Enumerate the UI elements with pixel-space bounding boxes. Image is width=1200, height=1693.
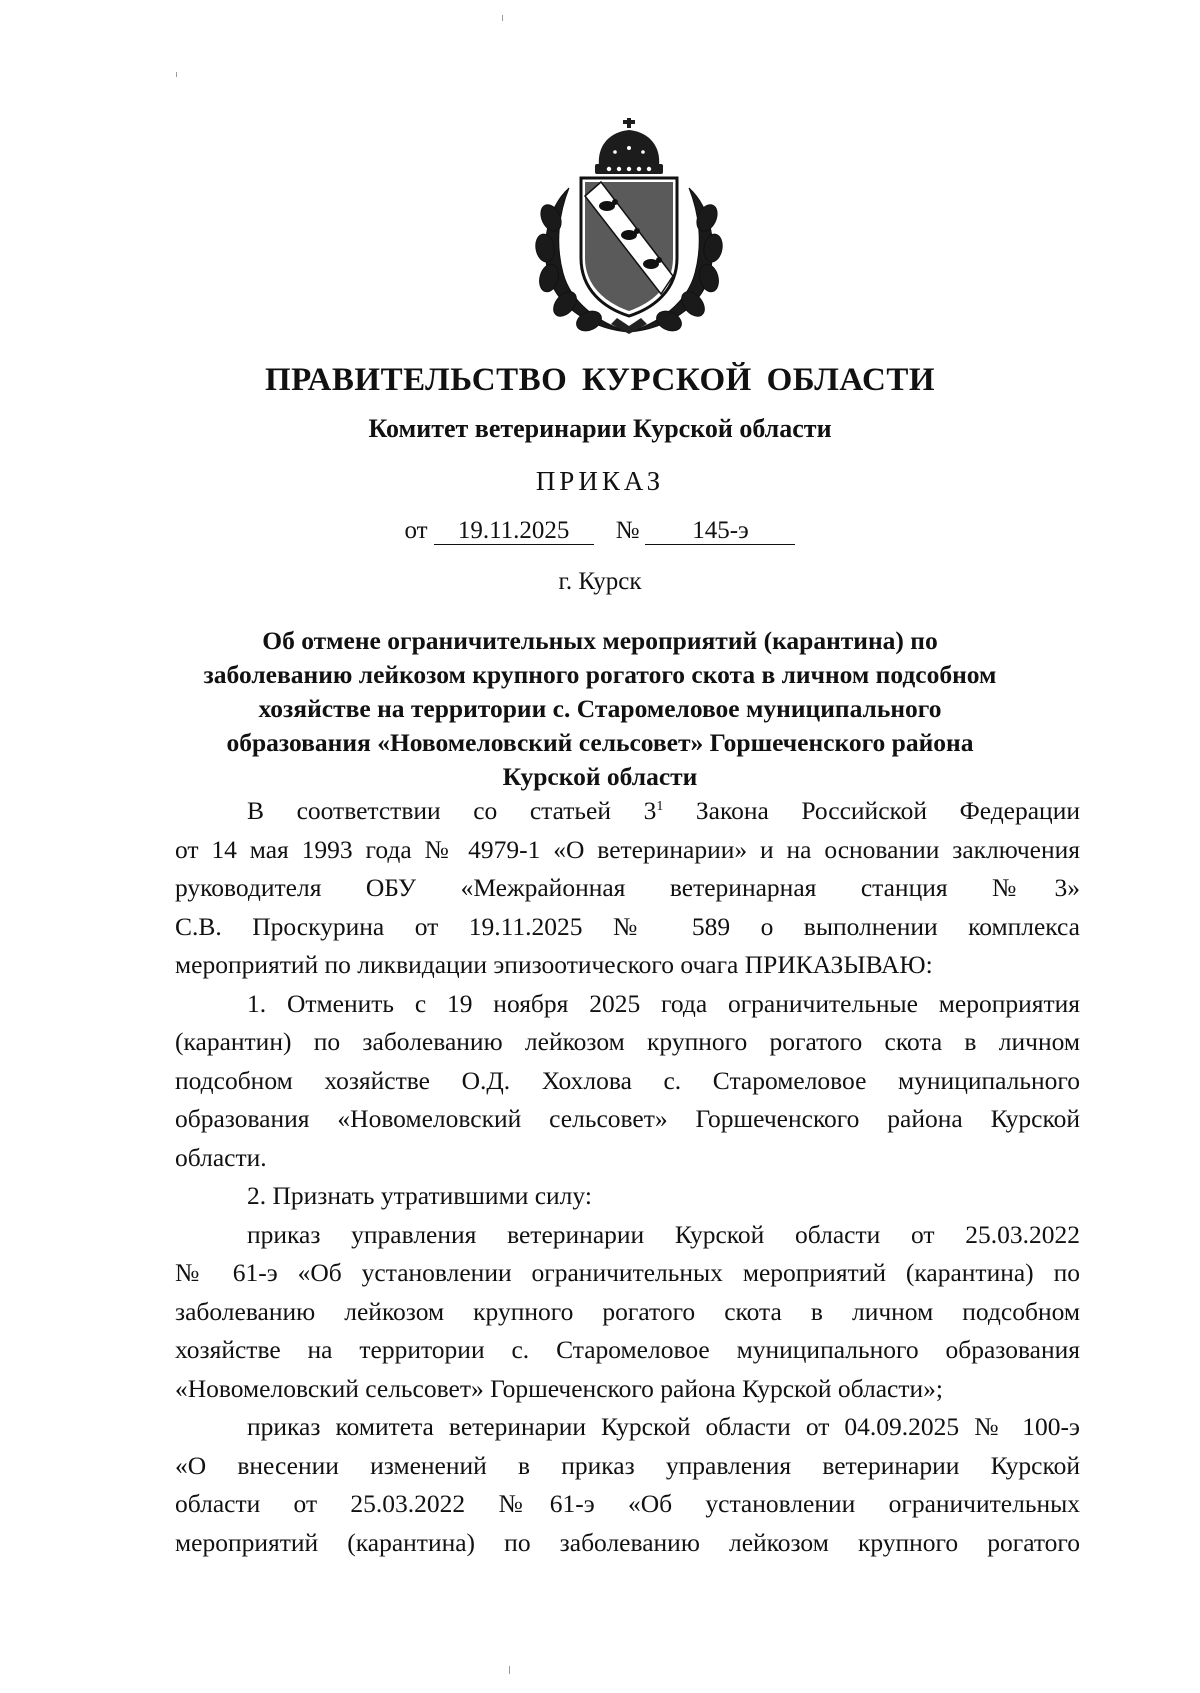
subject-line: Об отмене ограничительных мероприятий (карантина) по	[262, 626, 938, 655]
order-date: 19.11.2025	[434, 518, 594, 545]
body-line: руководителя ОБУ «Межрайонная ветеринарная станция №3»	[175, 873, 1080, 902]
body-line: приказ управления ветеринарии Курской области от 25.03.2022	[247, 1219, 1080, 1249]
committee-name: Комитет ветеринарии Курской области	[368, 414, 832, 443]
number-prefix: №	[615, 517, 640, 544]
body-line: области.	[175, 1142, 267, 1172]
subject-line: хозяйстве на территории с. Старомеловое муниципального	[258, 694, 942, 723]
order-subject	[150, 624, 1050, 794]
body-line: хозяйстве на территории с. Старомеловое муниципального образования	[175, 1335, 1080, 1364]
body-line: подсобном хозяйстве О.Д. Хохлова с. Старомеловое муниципального	[175, 1065, 1080, 1095]
body-line: приказ комитета ветеринарии Курской области от 04.09.2025 № 100-э	[247, 1412, 1080, 1441]
kursk-region-coat-of-arms-icon	[529, 118, 729, 336]
body-line: «О внесении изменений в приказ управления ветеринарии Курской	[175, 1450, 1080, 1480]
order-body	[175, 792, 1080, 1562]
scan-mark-bottom	[509, 1666, 510, 1674]
city: г. Курск	[558, 568, 642, 595]
government-title: ПРАВИТЕЛЬСТВО КУРСКОЙ ОБЛАСТИ	[264, 362, 936, 398]
scan-mark-left	[176, 72, 177, 77]
article-superscript: 1	[656, 799, 664, 814]
date-number-line	[0, 517, 1200, 545]
body-line: образования «Новомеловский сельсовет» Горшеченского района Курской	[175, 1104, 1080, 1133]
subject-line: заболеванию лейкозом крупного рогатого скота в личном подсобном	[203, 660, 997, 689]
date-prefix: от	[404, 517, 428, 544]
body-line: мероприятий (карантина) по заболеванию лейкозом крупного рогатого	[175, 1527, 1080, 1557]
order-number: 145-э	[645, 518, 795, 545]
body-line: № 61-э «Об установлении ограничительных мероприятий (карантина) по	[175, 1258, 1080, 1287]
body-line: «Новомеловский сельсовет» Горшеченского района Курской области»;	[175, 1373, 943, 1403]
body-line: от 14 мая 1993 года № 4979-1 «О ветеринарии» и на основании заключения	[175, 834, 1080, 864]
body-line: заболеванию лейкозом крупного рогатого скота в личном подсобном	[175, 1296, 1080, 1326]
body-line: 2. Признать утратившими силу:	[247, 1181, 592, 1210]
body-line: В соответствии со статьей $3^1$ Закона Российской Федерации	[247, 796, 1080, 825]
body-line: области от 25.03.2022 №61-э «Об установлении ограничительных	[175, 1489, 1080, 1518]
scan-mark-top	[502, 15, 503, 21]
subject-line: Курской области	[502, 762, 698, 791]
body-line: мероприятий по ликвидации эпизоотического очага ПРИКАЗЫВАЮ:	[175, 950, 933, 979]
subject-line: образования «Новомеловский сельсовет» Горшеченского района	[226, 728, 974, 757]
document-type: ПРИКАЗ	[535, 466, 665, 496]
body-line: 1. Отменить с 19 ноября 2025 года ограничительные мероприятия	[247, 988, 1080, 1018]
body-line: (карантин) по заболеванию лейкозом крупного рогатого скота в личном	[175, 1027, 1080, 1056]
body-line: С.В. Проскурина от 19.11.2025 № 589 о выполнении комплекса	[175, 911, 1080, 941]
